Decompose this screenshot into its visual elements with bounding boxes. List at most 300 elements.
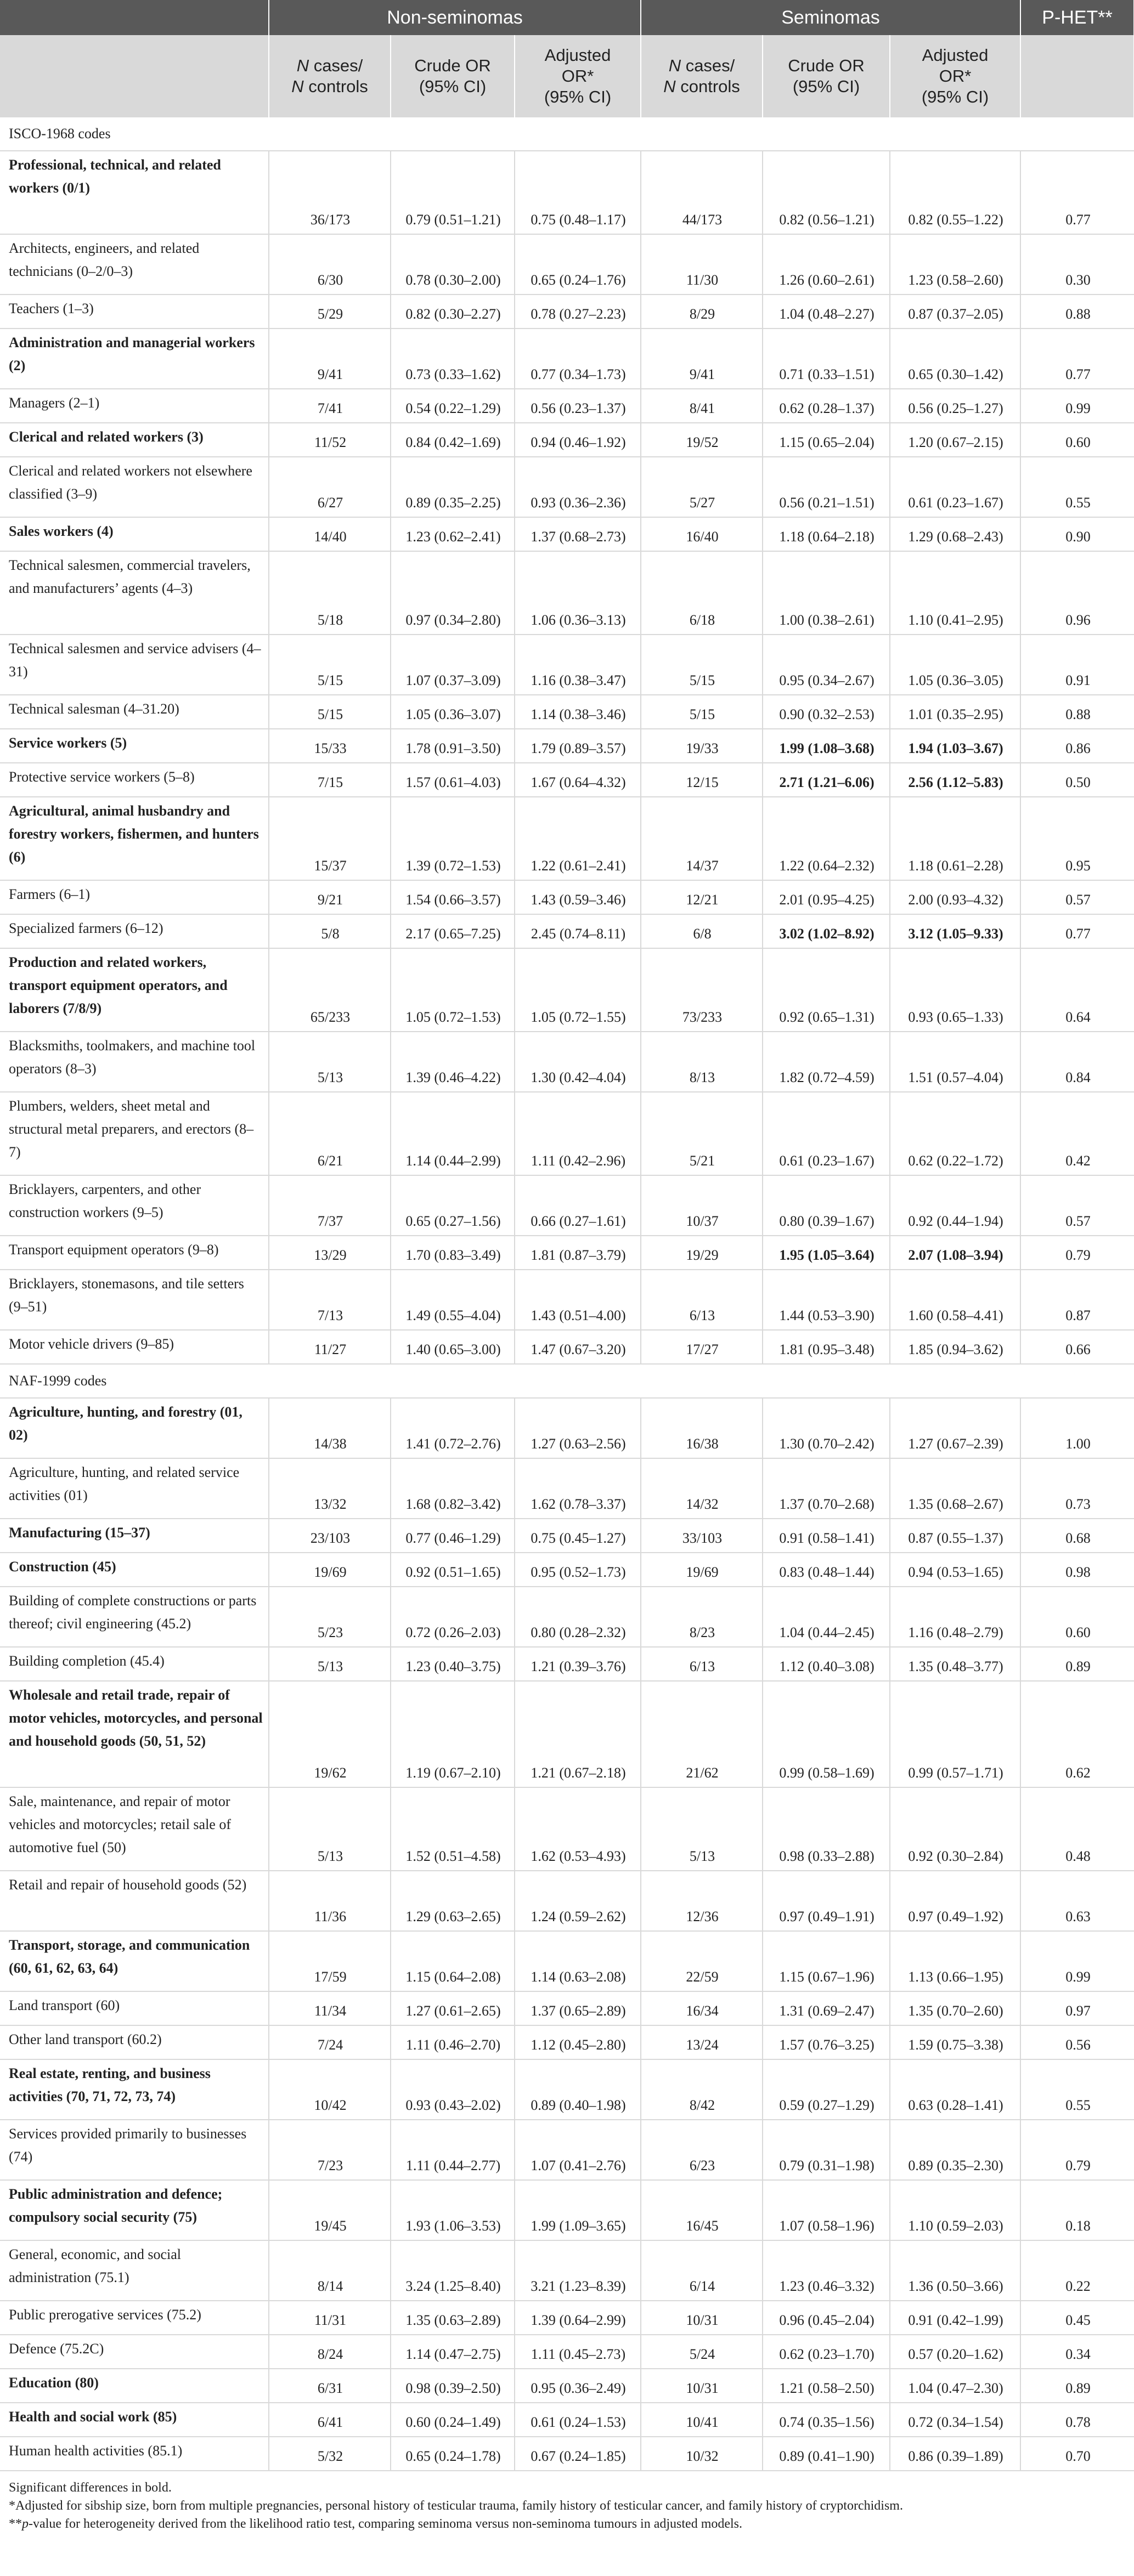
table-row bbox=[0, 1175, 1134, 1236]
ncases-non-cell: 11/31 bbox=[269, 2301, 391, 2335]
ncases-sem-cell: 9/41 bbox=[641, 329, 763, 389]
crude-or-non-cell: 1.52 (0.51–4.58) bbox=[391, 1787, 515, 1871]
occupation-label: Administration and managerial workers (2) bbox=[0, 329, 269, 389]
phet-value-cell: 0.18 bbox=[1020, 2180, 1134, 2240]
ncases-sem-cell: 8/29 bbox=[641, 295, 763, 329]
table-row bbox=[0, 1458, 1134, 1519]
crude-or-non-cell: 1.54 (0.66–3.57) bbox=[391, 880, 515, 914]
crude-or-sem-cell: 1.23 (0.46–3.32) bbox=[763, 2240, 890, 2301]
ncases-non-cell: 8/14 bbox=[269, 2240, 391, 2301]
crude-or-non-cell: 1.14 (0.47–2.75) bbox=[391, 2335, 515, 2369]
ncases-sem-cell: 19/29 bbox=[641, 1236, 763, 1270]
crude-or-sem-cell: 1.21 (0.58–2.50) bbox=[763, 2369, 890, 2403]
occupation-label: Health and social work (85) bbox=[0, 2403, 269, 2437]
adjusted-or-non-cell: 0.66 (0.27–1.61) bbox=[515, 1175, 641, 1236]
header-blank-3 bbox=[1020, 35, 1134, 117]
ncases-non-cell: 7/15 bbox=[269, 763, 391, 797]
header-seminomas: Seminomas bbox=[641, 0, 1020, 35]
adjusted-or-sem-cell: 1.35 (0.70–2.60) bbox=[890, 1991, 1020, 2025]
crude-or-non-cell: 1.07 (0.37–3.09) bbox=[391, 635, 515, 695]
occupation-label: Service workers (5) bbox=[0, 729, 269, 763]
crude-or-non-cell: 3.24 (1.25–8.40) bbox=[391, 2240, 515, 2301]
crude-or-sem-cell: 2.01 (0.95–4.25) bbox=[763, 880, 890, 914]
phet-value-cell: 0.68 bbox=[1020, 1519, 1134, 1553]
header-phet: P-HET** bbox=[1020, 0, 1134, 35]
adjusted-or-non-cell: 0.56 (0.23–1.37) bbox=[515, 389, 641, 423]
ncases-sem-cell: 13/24 bbox=[641, 2025, 763, 2059]
ncases-sem-cell: 6/18 bbox=[641, 551, 763, 635]
crude-or-sem-cell: 1.95 (1.05–3.64) bbox=[763, 1236, 890, 1270]
ncases-non-cell: 5/23 bbox=[269, 1587, 391, 1647]
table-row bbox=[0, 1647, 1134, 1681]
phet-value-cell: 0.48 bbox=[1020, 1787, 1134, 1871]
ncases-non-cell: 11/27 bbox=[269, 1330, 391, 1364]
crude-or-sem-cell: 1.04 (0.48–2.27) bbox=[763, 295, 890, 329]
adjusted-or-non-cell: 1.27 (0.63–2.56) bbox=[515, 1398, 641, 1458]
adjusted-or-sem-cell: 0.93 (0.65–1.33) bbox=[890, 948, 1020, 1032]
adjusted-or-non-cell: 0.89 (0.40–1.98) bbox=[515, 2059, 641, 2120]
ncases-sem-cell: 12/15 bbox=[641, 763, 763, 797]
phet-value-cell: 0.73 bbox=[1020, 1458, 1134, 1519]
header-crude-sem: Crude OR (95% CI) bbox=[763, 35, 890, 117]
table-row bbox=[0, 1330, 1134, 1364]
crude-or-non-cell: 0.60 (0.24–1.49) bbox=[391, 2403, 515, 2437]
adjusted-or-sem-cell: 0.94 (0.53–1.65) bbox=[890, 1553, 1020, 1587]
ncases-sem-cell: 6/23 bbox=[641, 2120, 763, 2180]
table-row bbox=[0, 2403, 1134, 2437]
table-row bbox=[0, 1587, 1134, 1647]
adjusted-or-non-cell: 1.11 (0.45–2.73) bbox=[515, 2335, 641, 2369]
crude-or-sem-cell: 1.15 (0.67–1.96) bbox=[763, 1931, 890, 1991]
ncases-sem-cell: 33/103 bbox=[641, 1519, 763, 1553]
occupation-label: Technical salesmen and service advisers (4–31) bbox=[0, 635, 269, 695]
ncases-sem-cell: 21/62 bbox=[641, 1681, 763, 1787]
crude-or-sem-cell: 0.82 (0.56–1.21) bbox=[763, 151, 890, 234]
table-row bbox=[0, 1871, 1134, 1931]
ncases-non-cell: 6/31 bbox=[269, 2369, 391, 2403]
crude-or-non-cell: 1.93 (1.06–3.53) bbox=[391, 2180, 515, 2240]
ncases-sem-cell: 16/38 bbox=[641, 1398, 763, 1458]
occupation-label: Agriculture, hunting, and related service activities (01) bbox=[0, 1458, 269, 1519]
crude-or-non-cell: 1.27 (0.61–2.65) bbox=[391, 1991, 515, 2025]
occupation-label: Farmers (6–1) bbox=[0, 880, 269, 914]
ncases-non-cell: 10/42 bbox=[269, 2059, 391, 2120]
adjusted-or-sem-cell: 1.36 (0.50–3.66) bbox=[890, 2240, 1020, 2301]
crude-or-non-cell: 1.41 (0.72–2.76) bbox=[391, 1398, 515, 1458]
occupation-label: Technical salesman (4–31.20) bbox=[0, 695, 269, 729]
adjusted-or-sem-cell: 1.13 (0.66–1.95) bbox=[890, 1931, 1020, 1991]
adjusted-or-non-cell: 1.62 (0.78–3.37) bbox=[515, 1458, 641, 1519]
adjusted-or-non-cell: 0.61 (0.24–1.53) bbox=[515, 2403, 641, 2437]
table-row bbox=[0, 2059, 1134, 2120]
occupation-label: Wholesale and retail trade, repair of motor vehicles, motorcycles, and personal and household goods (50, 51, 52) bbox=[0, 1681, 269, 1787]
adjusted-or-sem-cell: 1.16 (0.48–2.79) bbox=[890, 1587, 1020, 1647]
occupation-label: Blacksmiths, toolmakers, and machine tool operators (8–3) bbox=[0, 1032, 269, 1092]
ncases-sem-cell: 44/173 bbox=[641, 151, 763, 234]
ncases-non-cell: 9/21 bbox=[269, 880, 391, 914]
table-row bbox=[0, 2120, 1134, 2180]
adjusted-or-non-cell: 0.77 (0.34–1.73) bbox=[515, 329, 641, 389]
adjusted-or-non-cell: 1.67 (0.64–4.32) bbox=[515, 763, 641, 797]
phet-value-cell: 0.86 bbox=[1020, 729, 1134, 763]
phet-value-cell: 0.97 bbox=[1020, 1991, 1134, 2025]
crude-or-non-cell: 0.73 (0.33–1.62) bbox=[391, 329, 515, 389]
ncases-sem-cell: 10/41 bbox=[641, 2403, 763, 2437]
occupation-label: Construction (45) bbox=[0, 1553, 269, 1587]
ncases-non-cell: 7/41 bbox=[269, 389, 391, 423]
occupation-label: Bricklayers, carpenters, and other construction workers (9–5) bbox=[0, 1175, 269, 1236]
occupation-label: Public prerogative services (75.2) bbox=[0, 2301, 269, 2335]
crude-or-sem-cell: 0.62 (0.28–1.37) bbox=[763, 389, 890, 423]
table-row bbox=[0, 1032, 1134, 1092]
adjusted-or-non-cell: 1.12 (0.45–2.80) bbox=[515, 2025, 641, 2059]
crude-or-non-cell: 1.05 (0.72–1.53) bbox=[391, 948, 515, 1032]
table-row bbox=[0, 1236, 1134, 1270]
adjusted-or-non-cell: 1.05 (0.72–1.55) bbox=[515, 948, 641, 1032]
crude-or-sem-cell: 1.04 (0.44–2.45) bbox=[763, 1587, 890, 1647]
phet-value-cell: 0.99 bbox=[1020, 1931, 1134, 1991]
crude-or-sem-cell: 0.62 (0.23–1.70) bbox=[763, 2335, 890, 2369]
ncases-sem-cell: 5/21 bbox=[641, 1092, 763, 1175]
ncases-non-cell: 5/15 bbox=[269, 695, 391, 729]
table-row bbox=[0, 389, 1134, 423]
ncases-sem-cell: 16/45 bbox=[641, 2180, 763, 2240]
section-row-isco bbox=[0, 117, 1134, 151]
adjusted-or-non-cell: 1.43 (0.59–3.46) bbox=[515, 880, 641, 914]
adjusted-or-sem-cell: 1.27 (0.67–2.39) bbox=[890, 1398, 1020, 1458]
adjusted-or-sem-cell: 0.57 (0.20–1.62) bbox=[890, 2335, 1020, 2369]
ncases-non-cell: 5/13 bbox=[269, 1787, 391, 1871]
adjusted-or-non-cell: 1.21 (0.67–2.18) bbox=[515, 1681, 641, 1787]
table-row bbox=[0, 2180, 1134, 2240]
adjusted-or-sem-cell: 0.92 (0.44–1.94) bbox=[890, 1175, 1020, 1236]
ncases-non-cell: 13/29 bbox=[269, 1236, 391, 1270]
adjusted-or-sem-cell: 1.05 (0.36–3.05) bbox=[890, 635, 1020, 695]
adjusted-or-non-cell: 1.24 (0.59–2.62) bbox=[515, 1871, 641, 1931]
adjusted-or-sem-cell: 1.04 (0.47–2.30) bbox=[890, 2369, 1020, 2403]
adjusted-or-sem-cell: 0.91 (0.42–1.99) bbox=[890, 2301, 1020, 2335]
adjusted-or-non-cell: 1.39 (0.64–2.99) bbox=[515, 2301, 641, 2335]
crude-or-non-cell: 0.79 (0.51–1.21) bbox=[391, 151, 515, 234]
ncases-non-cell: 13/32 bbox=[269, 1458, 391, 1519]
adjusted-or-non-cell: 1.06 (0.36–3.13) bbox=[515, 551, 641, 635]
ncases-non-cell: 5/13 bbox=[269, 1647, 391, 1681]
adjusted-or-sem-cell: 0.87 (0.55–1.37) bbox=[890, 1519, 1020, 1553]
ncases-non-cell: 7/37 bbox=[269, 1175, 391, 1236]
phet-value-cell: 0.63 bbox=[1020, 1871, 1134, 1931]
phet-value-cell: 0.91 bbox=[1020, 635, 1134, 695]
ncases-non-cell: 6/21 bbox=[269, 1092, 391, 1175]
adjusted-or-non-cell: 1.30 (0.42–4.04) bbox=[515, 1032, 641, 1092]
crude-or-sem-cell: 1.00 (0.38–2.61) bbox=[763, 551, 890, 635]
adjusted-or-sem-cell: 0.86 (0.39–1.89) bbox=[890, 2437, 1020, 2471]
occupation-label: Transport equipment operators (9–8) bbox=[0, 1236, 269, 1270]
phet-value-cell: 0.98 bbox=[1020, 1553, 1134, 1587]
ncases-sem-cell: 16/34 bbox=[641, 1991, 763, 2025]
adjusted-or-sem-cell: 1.51 (0.57–4.04) bbox=[890, 1032, 1020, 1092]
adjusted-or-non-cell: 2.45 (0.74–8.11) bbox=[515, 914, 641, 948]
ncases-sem-cell: 11/30 bbox=[641, 234, 763, 295]
crude-or-non-cell: 1.14 (0.44–2.99) bbox=[391, 1092, 515, 1175]
adjusted-or-sem-cell: 1.35 (0.48–3.77) bbox=[890, 1647, 1020, 1681]
occupation-label: Sale, maintenance, and repair of motor vehicles and motorcycles; retail sale of automotive fuel (50) bbox=[0, 1787, 269, 1871]
crude-or-sem-cell: 0.74 (0.35–1.56) bbox=[763, 2403, 890, 2437]
crude-or-non-cell: 0.65 (0.24–1.78) bbox=[391, 2437, 515, 2471]
phet-value-cell: 0.64 bbox=[1020, 948, 1134, 1032]
ncases-sem-cell: 22/59 bbox=[641, 1931, 763, 1991]
ncases-non-cell: 5/8 bbox=[269, 914, 391, 948]
adjusted-or-non-cell: 0.95 (0.52–1.73) bbox=[515, 1553, 641, 1587]
table-row bbox=[0, 880, 1134, 914]
adjusted-or-sem-cell: 0.92 (0.30–2.84) bbox=[890, 1787, 1020, 1871]
occupation-label: Technical salesmen, commercial travelers, and manufacturers’ agents (4–3) bbox=[0, 551, 269, 635]
crude-or-sem-cell: 1.57 (0.76–3.25) bbox=[763, 2025, 890, 2059]
header-adjusted-sem: Adjusted OR* (95% CI) bbox=[890, 35, 1020, 117]
crude-or-sem-cell: 0.99 (0.58–1.69) bbox=[763, 1681, 890, 1787]
adjusted-or-non-cell: 0.94 (0.46–1.92) bbox=[515, 423, 641, 457]
table-row bbox=[0, 2301, 1134, 2335]
ncases-sem-cell: 19/33 bbox=[641, 729, 763, 763]
ncases-sem-cell: 19/52 bbox=[641, 423, 763, 457]
adjusted-or-sem-cell: 3.12 (1.05–9.33) bbox=[890, 914, 1020, 948]
crude-or-sem-cell: 0.89 (0.41–1.90) bbox=[763, 2437, 890, 2471]
ncases-non-cell: 11/36 bbox=[269, 1871, 391, 1931]
crude-or-non-cell: 0.93 (0.43–2.02) bbox=[391, 2059, 515, 2120]
phet-value-cell: 0.60 bbox=[1020, 423, 1134, 457]
table-row bbox=[0, 1931, 1134, 1991]
phet-value-cell: 0.79 bbox=[1020, 2120, 1134, 2180]
ncases-non-cell: 15/37 bbox=[269, 797, 391, 880]
crude-or-sem-cell: 1.22 (0.64–2.32) bbox=[763, 797, 890, 880]
ncases-sem-cell: 10/31 bbox=[641, 2369, 763, 2403]
table-row bbox=[0, 1681, 1134, 1787]
ncases-non-cell: 65/233 bbox=[269, 948, 391, 1032]
ncases-non-cell: 19/62 bbox=[269, 1681, 391, 1787]
ncases-sem-cell: 12/36 bbox=[641, 1871, 763, 1931]
ncases-sem-cell: 16/40 bbox=[641, 517, 763, 551]
adjusted-or-sem-cell: 0.97 (0.49–1.92) bbox=[890, 1871, 1020, 1931]
phet-value-cell: 0.95 bbox=[1020, 797, 1134, 880]
crude-or-sem-cell: 1.12 (0.40–3.08) bbox=[763, 1647, 890, 1681]
phet-value-cell: 0.50 bbox=[1020, 763, 1134, 797]
table-row bbox=[0, 2369, 1134, 2403]
phet-value-cell: 0.34 bbox=[1020, 2335, 1134, 2369]
header-column-row bbox=[0, 35, 1134, 117]
phet-value-cell: 0.89 bbox=[1020, 2369, 1134, 2403]
occupation-label: Land transport (60) bbox=[0, 1991, 269, 2025]
occupation-label: Retail and repair of household goods (52) bbox=[0, 1871, 269, 1931]
phet-value-cell: 0.79 bbox=[1020, 1236, 1134, 1270]
phet-value-cell: 0.89 bbox=[1020, 1647, 1134, 1681]
crude-or-sem-cell: 0.90 (0.32–2.53) bbox=[763, 695, 890, 729]
crude-or-non-cell: 1.23 (0.62–2.41) bbox=[391, 517, 515, 551]
ncases-non-cell: 6/41 bbox=[269, 2403, 391, 2437]
occupation-label: Managers (2–1) bbox=[0, 389, 269, 423]
adjusted-or-non-cell: 0.75 (0.48–1.17) bbox=[515, 151, 641, 234]
occupation-label: General, economic, and social administration (75.1) bbox=[0, 2240, 269, 2301]
ncases-non-cell: 14/38 bbox=[269, 1398, 391, 1458]
crude-or-non-cell: 1.68 (0.82–3.42) bbox=[391, 1458, 515, 1519]
ncases-non-cell: 5/32 bbox=[269, 2437, 391, 2471]
crude-or-sem-cell: 1.30 (0.70–2.42) bbox=[763, 1398, 890, 1458]
table-row bbox=[0, 457, 1134, 517]
crude-or-sem-cell: 1.81 (0.95–3.48) bbox=[763, 1330, 890, 1364]
occupation-label: Manufacturing (15–37) bbox=[0, 1519, 269, 1553]
table-row bbox=[0, 914, 1134, 948]
adjusted-or-non-cell: 1.22 (0.61–2.41) bbox=[515, 797, 641, 880]
phet-value-cell: 0.55 bbox=[1020, 2059, 1134, 2120]
ncases-sem-cell: 5/15 bbox=[641, 695, 763, 729]
crude-or-sem-cell: 1.26 (0.60–2.61) bbox=[763, 234, 890, 295]
adjusted-or-non-cell: 1.14 (0.38–3.46) bbox=[515, 695, 641, 729]
ncases-sem-cell: 5/15 bbox=[641, 635, 763, 695]
ncases-sem-cell: 6/13 bbox=[641, 1647, 763, 1681]
ncases-sem-cell: 8/42 bbox=[641, 2059, 763, 2120]
crude-or-sem-cell: 0.83 (0.48–1.44) bbox=[763, 1553, 890, 1587]
crude-or-sem-cell: 0.96 (0.45–2.04) bbox=[763, 2301, 890, 2335]
crude-or-sem-cell: 0.98 (0.33–2.88) bbox=[763, 1787, 890, 1871]
occupation-label: Defence (75.2C) bbox=[0, 2335, 269, 2369]
table-row bbox=[0, 1553, 1134, 1587]
adjusted-or-non-cell: 1.81 (0.87–3.79) bbox=[515, 1236, 641, 1270]
crude-or-non-cell: 0.54 (0.22–1.29) bbox=[391, 389, 515, 423]
table-row bbox=[0, 423, 1134, 457]
table-row bbox=[0, 635, 1134, 695]
occupation-label: Professional, technical, and related workers (0/1) bbox=[0, 151, 269, 234]
header-group-row bbox=[0, 0, 1134, 35]
ncases-non-cell: 19/69 bbox=[269, 1553, 391, 1587]
occupation-label: Teachers (1–3) bbox=[0, 295, 269, 329]
adjusted-or-non-cell: 1.37 (0.68–2.73) bbox=[515, 517, 641, 551]
crude-or-non-cell: 1.78 (0.91–3.50) bbox=[391, 729, 515, 763]
table-row bbox=[0, 551, 1134, 635]
adjusted-or-non-cell: 1.37 (0.65–2.89) bbox=[515, 1991, 641, 2025]
ncases-sem-cell: 6/14 bbox=[641, 2240, 763, 2301]
phet-value-cell: 0.90 bbox=[1020, 517, 1134, 551]
adjusted-or-non-cell: 0.75 (0.45–1.27) bbox=[515, 1519, 641, 1553]
occupation-label: Services provided primarily to businesses (74) bbox=[0, 2120, 269, 2180]
section-label: NAF-1999 codes bbox=[0, 1364, 1134, 1398]
adjusted-or-sem-cell: 1.18 (0.61–2.28) bbox=[890, 797, 1020, 880]
adjusted-or-sem-cell: 0.72 (0.34–1.54) bbox=[890, 2403, 1020, 2437]
adjusted-or-non-cell: 0.80 (0.28–2.32) bbox=[515, 1587, 641, 1647]
phet-value-cell: 1.00 bbox=[1020, 1398, 1134, 1458]
crude-or-sem-cell: 0.80 (0.39–1.67) bbox=[763, 1175, 890, 1236]
crude-or-sem-cell: 0.61 (0.23–1.67) bbox=[763, 1092, 890, 1175]
ncases-non-cell: 36/173 bbox=[269, 151, 391, 234]
ncases-non-cell: 11/34 bbox=[269, 1991, 391, 2025]
adjusted-or-sem-cell: 1.35 (0.68–2.67) bbox=[890, 1458, 1020, 1519]
ncases-sem-cell: 73/233 bbox=[641, 948, 763, 1032]
ncases-non-cell: 6/27 bbox=[269, 457, 391, 517]
phet-value-cell: 0.96 bbox=[1020, 551, 1134, 635]
adjusted-or-sem-cell: 1.94 (1.03–3.67) bbox=[890, 729, 1020, 763]
table-row bbox=[0, 1787, 1134, 1871]
crude-or-non-cell: 1.70 (0.83–3.49) bbox=[391, 1236, 515, 1270]
ncases-sem-cell: 10/37 bbox=[641, 1175, 763, 1236]
ncases-non-cell: 14/40 bbox=[269, 517, 391, 551]
crude-or-sem-cell: 1.82 (0.72–4.59) bbox=[763, 1032, 890, 1092]
adjusted-or-non-cell: 1.16 (0.38–3.47) bbox=[515, 635, 641, 695]
footnote-phet: **p-value for heterogeneity derived from the likelihood ratio test, comparing seminoma versus non-seminoma tumours in adjusted models. bbox=[9, 2517, 743, 2531]
crude-or-non-cell: 0.65 (0.27–1.56) bbox=[391, 1175, 515, 1236]
occupation-label: Transport, storage, and communication (60, 61, 62, 63, 64) bbox=[0, 1931, 269, 1991]
ncases-sem-cell: 12/21 bbox=[641, 880, 763, 914]
phet-value-cell: 0.60 bbox=[1020, 1587, 1134, 1647]
occupation-label: Production and related workers, transport equipment operators, and laborers (7/8/9) bbox=[0, 948, 269, 1032]
crude-or-sem-cell: 0.71 (0.33–1.51) bbox=[763, 329, 890, 389]
crude-or-non-cell: 0.82 (0.30–2.27) bbox=[391, 295, 515, 329]
crude-or-non-cell: 1.11 (0.44–2.77) bbox=[391, 2120, 515, 2180]
occupation-label: Clerical and related workers not elsewhere classified (3–9) bbox=[0, 457, 269, 517]
table-row bbox=[0, 1092, 1134, 1175]
crude-or-non-cell: 1.29 (0.63–2.65) bbox=[391, 1871, 515, 1931]
occupation-label: Bricklayers, stonemasons, and tile setters (9–51) bbox=[0, 1270, 269, 1330]
ncases-non-cell: 5/18 bbox=[269, 551, 391, 635]
crude-or-non-cell: 0.92 (0.51–1.65) bbox=[391, 1553, 515, 1587]
table-row bbox=[0, 695, 1134, 729]
occupation-label: Agricultural, animal husbandry and forestry workers, fishermen, and hunters (6) bbox=[0, 797, 269, 880]
phet-value-cell: 0.42 bbox=[1020, 1092, 1134, 1175]
table-row bbox=[0, 517, 1134, 551]
crude-or-non-cell: 1.11 (0.46–2.70) bbox=[391, 2025, 515, 2059]
crude-or-non-cell: 0.89 (0.35–2.25) bbox=[391, 457, 515, 517]
ncases-non-cell: 7/13 bbox=[269, 1270, 391, 1330]
phet-value-cell: 0.57 bbox=[1020, 880, 1134, 914]
section-row-naf bbox=[0, 1364, 1134, 1398]
crude-or-non-cell: 1.40 (0.65–3.00) bbox=[391, 1330, 515, 1364]
crude-or-non-cell: 1.15 (0.64–2.08) bbox=[391, 1931, 515, 1991]
crude-or-sem-cell: 0.79 (0.31–1.98) bbox=[763, 2120, 890, 2180]
table-row bbox=[0, 151, 1134, 234]
crude-or-sem-cell: 0.91 (0.58–1.41) bbox=[763, 1519, 890, 1553]
ncases-non-cell: 5/13 bbox=[269, 1032, 391, 1092]
occupation-label: Architects, engineers, and related technicians (0–2/0–3) bbox=[0, 234, 269, 295]
crude-or-non-cell: 1.23 (0.40–3.75) bbox=[391, 1647, 515, 1681]
ncases-non-cell: 11/52 bbox=[269, 423, 391, 457]
table-row bbox=[0, 2335, 1134, 2369]
crude-or-non-cell: 0.97 (0.34–2.80) bbox=[391, 551, 515, 635]
crude-or-non-cell: 1.49 (0.55–4.04) bbox=[391, 1270, 515, 1330]
adjusted-or-non-cell: 1.62 (0.53–4.93) bbox=[515, 1787, 641, 1871]
table-row bbox=[0, 2240, 1134, 2301]
ncases-non-cell: 8/24 bbox=[269, 2335, 391, 2369]
adjusted-or-non-cell: 0.78 (0.27–2.23) bbox=[515, 295, 641, 329]
adjusted-or-non-cell: 3.21 (1.23–8.39) bbox=[515, 2240, 641, 2301]
phet-value-cell: 0.56 bbox=[1020, 2025, 1134, 2059]
ncases-non-cell: 19/45 bbox=[269, 2180, 391, 2240]
adjusted-or-non-cell: 0.93 (0.36–2.36) bbox=[515, 457, 641, 517]
ncases-sem-cell: 8/41 bbox=[641, 389, 763, 423]
footnotes bbox=[0, 2471, 1134, 2533]
crude-or-non-cell: 1.57 (0.61–4.03) bbox=[391, 763, 515, 797]
occupation-label: Education (80) bbox=[0, 2369, 269, 2403]
adjusted-or-sem-cell: 1.10 (0.41–2.95) bbox=[890, 551, 1020, 635]
crude-or-sem-cell: 0.92 (0.65–1.31) bbox=[763, 948, 890, 1032]
phet-value-cell: 0.22 bbox=[1020, 2240, 1134, 2301]
adjusted-or-sem-cell: 1.85 (0.94–3.62) bbox=[890, 1330, 1020, 1364]
ncases-sem-cell: 5/13 bbox=[641, 1787, 763, 1871]
adjusted-or-non-cell: 1.07 (0.41–2.76) bbox=[515, 2120, 641, 2180]
header-crude-non: Crude OR (95% CI) bbox=[391, 35, 515, 117]
occupation-label: Other land transport (60.2) bbox=[0, 2025, 269, 2059]
adjusted-or-non-cell: 1.47 (0.67–3.20) bbox=[515, 1330, 641, 1364]
occupation-label: Public administration and defence; compulsory social security (75) bbox=[0, 2180, 269, 2240]
adjusted-or-non-cell: 1.21 (0.39–3.76) bbox=[515, 1647, 641, 1681]
ncases-sem-cell: 14/37 bbox=[641, 797, 763, 880]
crude-or-non-cell: 0.84 (0.42–1.69) bbox=[391, 423, 515, 457]
crude-or-non-cell: 0.77 (0.46–1.29) bbox=[391, 1519, 515, 1553]
